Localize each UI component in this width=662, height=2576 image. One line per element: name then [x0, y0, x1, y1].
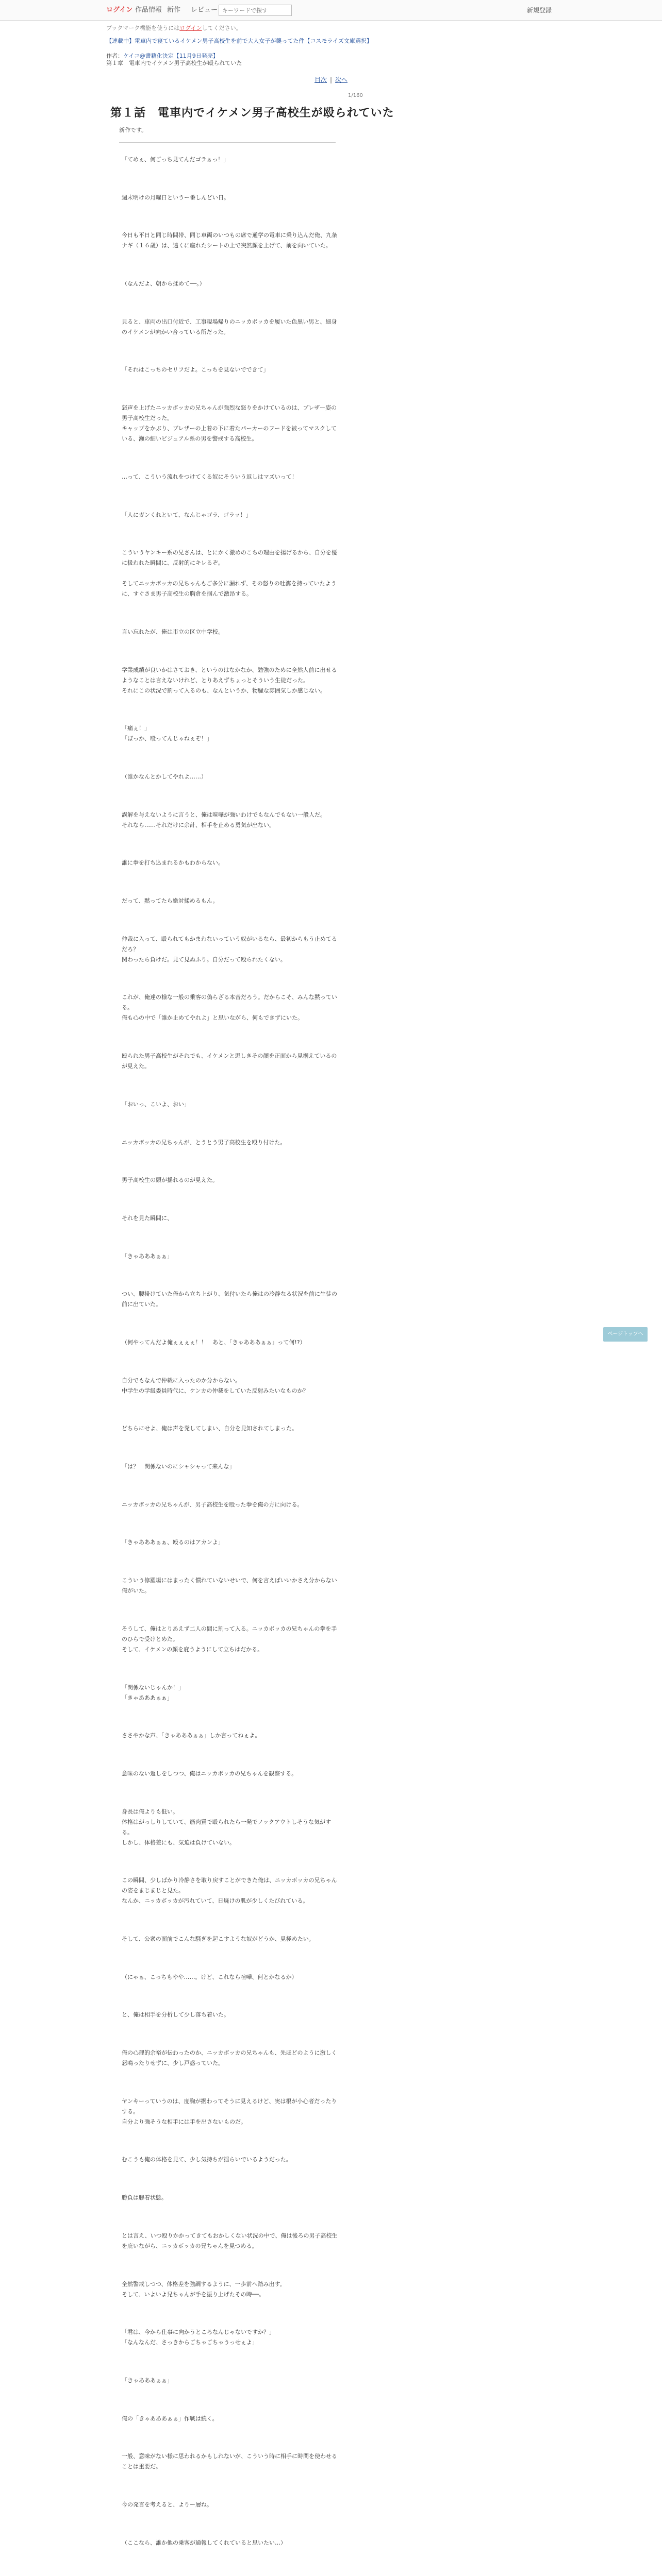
- body-paragraph: 「きゃあああぁぁ、殴るのはアカンよ」: [122, 1539, 224, 1546]
- body-paragraph: ニッカボッカの兄ちゃんが、男子高校生を殴った拳を俺の方に向ける。: [122, 1501, 303, 1508]
- series-title-link[interactable]: 【連載中】電車内で寝ているイケメン男子高校生を前で大人女子が襲ってた件【コスモライズ文庫選択】: [106, 38, 372, 44]
- preface-text: 新作です。: [119, 127, 147, 133]
- body-paragraph: 「おいっ、こいよ、おい」: [122, 1101, 190, 1108]
- body-paragraph: 身長は俺よりも低い。 体格はがっしりしていて、筋肉質で殴られたら一発でノックアウトしそうな気がする。 しかし、体格差にも、気迫は負けていない。: [122, 1808, 332, 1846]
- notice-login-link[interactable]: ログイン: [179, 25, 202, 31]
- body-paragraph: つい、腰掛けていた俺から立ち上がり、気付いたら俺はの冷静なる状況を前に生徒の前に出ていた。: [122, 1291, 337, 1308]
- body-paragraph: 仲裁に入って、殴られてもかまわないっていう奴がいるなら、最初からもう止めてるだろ？ 関わったら負けだ。見て見ぬふり。自分だって殴られたくない。: [122, 936, 337, 963]
- body-paragraph: （ここなら、誰か他の乗客が通報してくれていると思いたい…）: [122, 2539, 286, 2546]
- toc-link[interactable]: 目次: [314, 76, 327, 83]
- body-paragraph: 今の発言を考えると、よりー層ね。: [122, 2501, 212, 2508]
- body-paragraph: 男子高校生の頭が揺れるのが見えた。: [122, 1177, 218, 1183]
- pager-separator: |: [329, 76, 333, 83]
- body-paragraph: 自分でもなんで仲裁に入ったのか分からない。 中学生の学級委員時代に、ケンカの仲裁をしていた反射みたいなものか？: [122, 1377, 309, 1394]
- body-paragraph: と、俺は相手を分析して少し落ち着いた。: [122, 2011, 229, 2018]
- body-paragraph: 週末明けの月曜日というー番しんどい日。: [122, 194, 229, 201]
- notice-prefix: ブックマーク機能を使うには: [106, 25, 180, 31]
- body-paragraph: どちらにせよ、俺は声を発してしまい、自分を見知されてしまった。: [122, 1425, 297, 1432]
- body-paragraph: 今日も平日と同じ時間帯、同じ車両のいつもの席で通学の電車に乗り込んだ俺、九条ナギ（１６歳）は、遠くに座れたシートの上で突然顔を上げて、前を向いていた。: [122, 232, 337, 249]
- body-paragraph: 「関係ないじゃんか！」 「きゃあああぁぁ」: [122, 1684, 184, 1701]
- page-top-button[interactable]: ページトップへ: [603, 1327, 648, 1342]
- body-paragraph: 怒声を上げたニッカボッカの兄ちゃんが強烈な怒りをかけているのは、ブレザー姿の男子高校生だった。 キャップをかぶり、ブレザーの上着の下に着たパーカーのフードを被ってマスクしている、瀬の細いビジュアル系の男を警戒する高校生。: [122, 404, 337, 442]
- body-paragraph: そうして、俺はとりあえず二人の間に割って入る。ニッカボッカの兄ちゃんの拳を手のひらで受けとめた。 そして、イケメンの顔を庇うようにして立ちはだかる。: [122, 1625, 337, 1653]
- chapter-title: 第１章 電車内でイケメン男子高校生が殴られていた: [106, 60, 242, 66]
- search-input[interactable]: [219, 5, 292, 16]
- body-paragraph: とは言え、いつ殴りかかってきてもおかしくない状況の中で、俺は後ろの男子高校生を庇いながら、ニッカボッカの兄ちゃんを見つめる。: [122, 2232, 338, 2249]
- author-label: 作者：: [106, 53, 123, 59]
- login-link[interactable]: ログイン: [106, 6, 133, 14]
- episode-title: 第１話 電車内でイケメン男子高校生が殴られていた: [110, 107, 394, 120]
- body-paragraph: 言い忘れたが、俺は市立の区立中学校。: [122, 629, 224, 635]
- body-paragraph: 「君は、今から仕事に向かうところなんじゃないですか？」 「なんなんだ、さっきからごちゃごちゃうっせぇよ」: [122, 2329, 275, 2346]
- body-paragraph: こういうヤンキー系の兄さんは、とにかく激めのこちの理由を揚げるから、自分を優に扱われた瞬間に、反射的にキレるぞ。 そしてニッカボッカの兄ちゃんもご多分に漏れず、その怒りの吐瀉を持っていたように、すぐさま男子高校生の胸倉を掴んで激昂する。: [122, 549, 337, 597]
- body-paragraph: そして、公衆の面前でこんな騒ぎを起こすような奴がどうか、見極めたい。: [122, 1936, 315, 1942]
- review-link[interactable]: レビュー: [191, 6, 218, 14]
- body-paragraph: こういう修羅場にはまったく慣れていないせいで、何を言えばいいかさえ分からない俺がいた。: [122, 1577, 337, 1594]
- body-paragraph: 「きゃあああぁぁ」: [122, 1253, 173, 1260]
- body-paragraph: 俺の「きゃあああぁぁ」作戦は続く。: [122, 2415, 218, 2422]
- author-link[interactable]: ケイコ@書籍化決定【11月9日発売】: [123, 53, 219, 59]
- body-paragraph: 全然警戒しつつ、体格差を強調するように、一歩前へ踏み出す。 そして、いよいよ兄ちゃんが手を振り上げたその時──。: [122, 2281, 286, 2298]
- body-paragraph: 「痛ぇ！」 「ぼっか、殴ってんじゃねぇぞ！」: [122, 725, 212, 742]
- body-paragraph: ヤンキーっていうのは、度胸が据わってそうに見えるけど、実は根が小心者だったりする。 自分より強そうな相手には手を出さないものだ。: [122, 2098, 337, 2125]
- body-paragraph: これが、俺達の様な一般の乗客の偽らざる本音だろう。だからこそ、みんな黙っている。 俺も心の中で「誰か止めてやれよ」と思いながら、何もできずにいた。: [122, 994, 337, 1021]
- body-paragraph: 殴られた男子高校生がそれでも、イケメンと思しきその顔を正面から見据えているのが見えた。: [122, 1053, 337, 1070]
- divider: [119, 142, 336, 143]
- body-paragraph: 「人にガンくれといて、なんじゃゴラ、ゴラッ！」: [122, 512, 252, 518]
- body-paragraph: 「てめぇ、何ごっち見てんだゴラぁっ！」: [122, 156, 229, 163]
- body-paragraph: 「それはこっちのセリフだよ。こっちを見ないでできて」: [122, 366, 269, 373]
- page-count: 1/160: [348, 93, 363, 98]
- body-paragraph: 「は？ 関係ないのにシャシャって来んな」: [122, 1463, 235, 1470]
- body-paragraph: それを見た瞬間に、: [122, 1215, 173, 1222]
- next-link[interactable]: 次へ: [335, 76, 348, 83]
- body-paragraph: （誰かなんとかしてやれよ……）: [122, 773, 207, 780]
- body-paragraph: ささやかな声、「きゃあああぁぁ」しか言ってねぇよ。: [122, 1732, 261, 1739]
- body-paragraph: 勝負は膠着状態。: [122, 2194, 167, 2201]
- top-navigation-bar: [0, 0, 662, 21]
- body-paragraph: 誰に拳を打ち込まれるかもわからない。: [122, 859, 224, 866]
- body-paragraph: だって、黙ってたら絶対揉めるもん。: [122, 897, 219, 904]
- body-paragraph: （何やってんだよ俺ぇぇぇぇ！！ あと、「きゃあああぁぁ」って何!?）: [122, 1339, 306, 1346]
- new-works-link[interactable]: 新作: [167, 6, 181, 14]
- works-info-link[interactable]: 作品情報: [135, 6, 162, 14]
- body-paragraph: この瞬間、少しばかり冷静さを取り戻すことができた俺は、ニッカボッカの兄ちゃんの姿をまじまじと見た。 なんか、ニッカボッカが汚れていて、日焼けの肌が少しくたびれている。: [122, 1877, 337, 1904]
- body-paragraph: むこうも俺の体格を見て、少し気持ちが揺らいでいるようだった。: [122, 2156, 292, 2163]
- body-paragraph: 誤解を与えないように言うと、俺は喧嘩が強いわけでもなんでもない一般人だ。 それなら……それだけに余計、相手を止める勇気が出ない。: [122, 811, 326, 828]
- body-paragraph: 「きゃあああぁぁ」: [122, 2377, 173, 2384]
- bookmark-login-notice: [106, 24, 242, 32]
- body-paragraph: 見ると、車両の出口付近で、工事現場帰りのニッカボッカを履いた色黒い男と、細身のイケメンが向かい合っている所だった。: [122, 318, 337, 335]
- body-paragraph: 一般、意味がない様に思われるかもしれないが、こういう時に相手に時間を使わせることは重要だ。: [122, 2453, 337, 2470]
- episode-pager: [0, 75, 662, 84]
- register-link[interactable]: 新規登録: [527, 7, 552, 14]
- body-paragraph: …って、こういう流れをつけてくる奴にそういう返しはマズいって！: [122, 473, 297, 480]
- body-paragraph: 意味のない返しをしつつ、俺はニッカボッカの兄ちゃんを観察する。: [122, 1770, 297, 1777]
- body-paragraph: （にゃぁ、こっちもやや……。けど、これなら喧嘩、何とかなるか）: [122, 1974, 297, 1980]
- body-paragraph: 学業成績が良いかはさておき、というのはなかなか、勉強のために全然人前に出せるようなことは言えないけれど、とりあえずちょっとそういう生徒だった。 それにこの状況で割って入るのも、なんというか、物騒な雰囲気しか感じない。: [122, 667, 337, 694]
- body-paragraph: ニッカボッカの兄ちゃんが、とうとう男子高校生を殴り付けた。: [122, 1139, 286, 1146]
- body-paragraph: 俺の心理的余裕が伝わったのか、ニッカボッカの兄ちゃんも、先ほどのように激しく怒鳴ったりせずに、少し戸惑っていた。: [122, 2049, 337, 2066]
- body-paragraph: （なんだよ、朝から揉めて──。）: [122, 280, 205, 287]
- notice-suffix: してください。: [202, 25, 242, 31]
